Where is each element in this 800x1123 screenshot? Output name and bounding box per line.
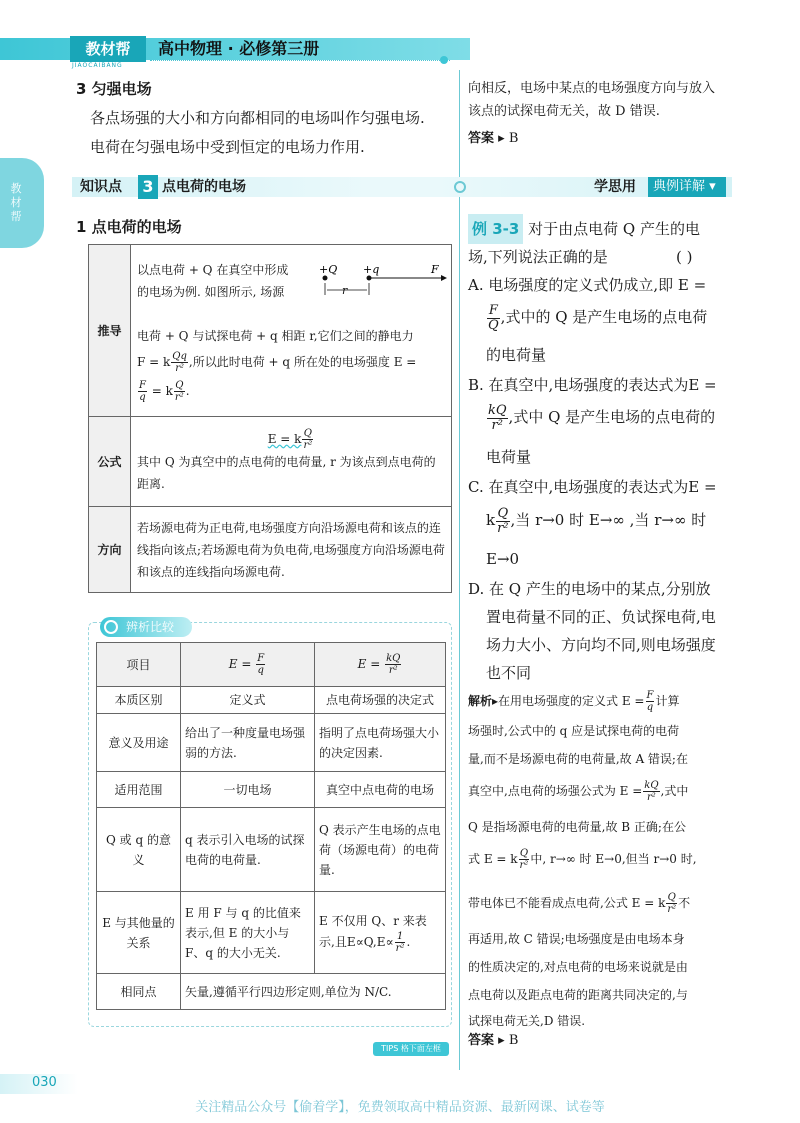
source-charge-dot xyxy=(323,275,328,280)
direction-text: 若场源电荷为正电荷,电场强度方向沿场源电荷和该点的连线指向该点;若场源电荷为负电荷,电场强度方向沿场源电荷和该点的连线指向场源电荷. xyxy=(131,507,452,593)
charge-diagram xyxy=(319,261,451,301)
footer-note: 关注精品公众号【偷着学】，免费领取高中精品资源、最新网课、试卷等 xyxy=(195,1100,605,1115)
analysis-line2: 场强时,公式中的 q 应是试探电荷的电荷 xyxy=(468,724,680,738)
prev-answer xyxy=(468,128,734,150)
table-cell: 一切电场 xyxy=(181,772,315,808)
direction-label: 方向 xyxy=(89,507,131,593)
derive-text3: 电荷 + Q 与试探电荷 + q 相距 r,它们之间的静电力 xyxy=(137,328,414,343)
table-cell: 本质区别 xyxy=(97,687,181,714)
option-b-line1: B. 在真空中,电场强度的表达式为E = xyxy=(468,376,717,394)
section-title: 点电荷的电场 xyxy=(162,179,246,195)
analysis-line10: 点电荷以及距点电荷的距离共同决定的,与 xyxy=(468,988,688,1002)
compare-table xyxy=(96,642,446,1010)
page-number: 030 xyxy=(32,1075,57,1090)
table-cell: Q 表示产生电场的点电荷（场源电荷）的电荷量. xyxy=(315,808,446,892)
derive-formula-line xyxy=(137,351,445,374)
table-row xyxy=(89,507,452,593)
derive-f-mid: ,所以此时电荷 + q 所在处的电场强度 E = xyxy=(188,354,417,369)
option-b-line2: $\frac{kQ}{\text{r²}}$ ,式中 Q 是产生电场的点电荷的 xyxy=(488,402,716,433)
derive-label: 推导 xyxy=(89,245,131,417)
derive-result-line: $\frac{F}{q}$ = k $\frac{Q}{\text{r²}}$ . xyxy=(139,379,190,403)
uniform-field-line2: 电荷在匀强电场中受到恒定的电场力作用. xyxy=(90,138,365,156)
answer-label: 答案 xyxy=(468,131,495,146)
diagram-Q-label: +Q xyxy=(319,262,338,276)
analysis-line5: Q 是指场源电荷的电荷量,故 B 正确;在公 xyxy=(468,820,686,834)
section-number: 3 xyxy=(138,175,158,199)
fraction-Qq-r2: $\frac{Qq}{\text{r²}}$ xyxy=(172,350,187,374)
table-cell: q 表示引入电场的试探电荷的电荷量. xyxy=(181,808,315,892)
fraction-F-q: $\frac{F}{q}$ xyxy=(139,379,146,403)
table-row xyxy=(97,714,446,772)
option-d-line4: 也不同 xyxy=(486,664,532,682)
fraction-Q-r2: $\frac{Q}{\text{r²}}$ xyxy=(174,379,184,403)
table-cell: 给出了一种度量电场强弱的方法. xyxy=(181,714,315,772)
analysis-line11: 试探电荷无关,D 错误. xyxy=(468,1014,586,1028)
compare-header-point: E = $\frac{kQ}{\text{r²}}$ xyxy=(315,643,446,687)
analysis-line9: 的性质决定的,对点电荷的电场来说就是由 xyxy=(468,960,688,974)
section-right-tag: 典例详解 ▾ xyxy=(648,177,726,197)
header-badge-sub: JIAOCAIBANG xyxy=(72,62,123,69)
table-cell: E 用 F 与 q 的比值来表示,但 E 的大小与 F、q 的大小无关. xyxy=(181,892,315,974)
option-a-line2: $\frac{F}{Q}$ ,式中的 Q 是产生电场的点电荷 xyxy=(488,302,708,333)
table-cell: E 不仅用 Q、r 来表示,且E∝Q,E∝ $\frac{1}{\text{r²}}$ . xyxy=(315,892,446,974)
derive-text1: 以点电荷 + Q 在真空中形成 xyxy=(137,262,289,277)
option-c-line3: E→0 xyxy=(486,550,520,568)
analysis-line6: 式 E = k $\frac{Q}{\text{r²}}$ 中, r→∞ 时 E→0,但当 r→0 时, xyxy=(468,848,697,871)
point-charge-table xyxy=(88,244,452,593)
uniform-field-heading: 3 匀强电场 xyxy=(76,80,152,98)
option-d-line2: 置电荷量不同的正、负试探电荷,电 xyxy=(486,608,716,626)
point-charge-heading: 1 点电荷的电场 xyxy=(76,218,182,236)
diagram-q-label: +q xyxy=(363,262,380,276)
derive-text2: 的电场为例. 如图所示, 场源 xyxy=(137,284,285,299)
analysis-line7: 带电体已不能看成点电荷,公式 E = k $\frac{Q}{\text{r²}}$ 不 xyxy=(468,892,691,915)
column-divider xyxy=(459,70,460,1070)
derive-eq-end: . xyxy=(185,383,190,398)
lightbulb-icon xyxy=(104,620,118,634)
diagram-r-label: r xyxy=(342,283,348,297)
answer-value: B xyxy=(508,1033,519,1048)
tips-badge: TIPS 格下面左框 xyxy=(373,1042,449,1056)
formula-cell xyxy=(131,417,452,507)
derive-cell xyxy=(131,245,452,417)
derive-f-prefix: F = k xyxy=(137,354,171,369)
analysis-line4: 真空中,点电荷的场强公式为 E = $\frac{kQ}{\text{r²}}$ ,式中 xyxy=(468,780,689,803)
table-cell: Q 或 q 的意义 xyxy=(97,808,181,892)
diagram-F-label: F xyxy=(431,262,439,276)
table-row xyxy=(89,245,452,417)
table-row xyxy=(97,772,446,808)
section-label: 知识点 xyxy=(80,179,122,195)
table-cell: 点电荷场强的决定式 xyxy=(315,687,446,714)
answer-value: B xyxy=(508,131,519,146)
answer-paren: ( ) xyxy=(676,248,693,266)
compare-tag: 辨析比较 xyxy=(100,617,192,637)
header-dot-icon xyxy=(440,56,448,64)
side-tab-label: 教材帮 xyxy=(10,182,22,223)
table-cell: 矢量,遵循平行四边形定则,单位为 N/C. xyxy=(181,974,446,1010)
play-icon: ▸ xyxy=(494,1033,505,1048)
answer-label: 答案 xyxy=(468,1033,495,1048)
example-stem-line2: 场,下列说法正确的是 ( ) xyxy=(468,242,734,272)
option-c-line1: C. 在真空中,电场强度的表达式为E = xyxy=(468,478,717,496)
header-badge: 教材帮 xyxy=(70,36,146,62)
uniform-field-line1: 各点场强的大小和方向都相同的电场叫作匀强电场. xyxy=(90,109,425,127)
table-cell: 定义式 xyxy=(181,687,315,714)
option-a-line3: 的电荷量 xyxy=(486,346,547,364)
table-row xyxy=(89,417,452,507)
book-title: 高中物理 · 必修第三册 xyxy=(158,39,320,58)
table-row xyxy=(97,892,446,974)
example-tag: 例 3-3 xyxy=(468,214,523,244)
fraction-Q-r2: $\frac{Q}{\text{r²}}$ xyxy=(303,428,313,451)
play-icon: ▸ xyxy=(494,131,505,146)
option-a-line1: A. 电场强度的定义式仍成立,即 E = xyxy=(468,276,707,294)
section-right-label: 学思用 xyxy=(594,179,636,195)
table-cell: E 与其他量的关系 xyxy=(97,892,181,974)
analysis-line8: 再适用,故 C 错误;电场强度是由电场本身 xyxy=(468,932,685,946)
table-cell: 真空中点电荷的电场 xyxy=(315,772,446,808)
compare-header-item: 项目 xyxy=(97,643,181,687)
formula-description: 其中 Q 为真空中的点电荷的电荷量, r 为该点到点电荷的距离. xyxy=(137,455,436,491)
table-row xyxy=(97,974,446,1010)
table-row xyxy=(97,643,446,687)
header-divider xyxy=(150,60,450,61)
table-cell: 意义及用途 xyxy=(97,714,181,772)
example-stem-line1: 例 3-3 对于由点电荷 Q 产生的电 xyxy=(468,214,734,244)
formula-label: 公式 xyxy=(89,417,131,507)
table-row xyxy=(97,808,446,892)
analysis-line1: 解析▸在用电场强度的定义式 E = $\frac{F}{q}$ 计算 xyxy=(468,690,680,713)
force-arrowhead xyxy=(441,275,447,281)
analysis-line3: 量,而不是场源电荷的电荷量,故 A 错误;在 xyxy=(468,752,688,766)
formula-main: E = k $\frac{Q}{\text{r²}}$ xyxy=(267,428,313,451)
table-cell: 指明了点电荷场强大小的决定因素. xyxy=(315,714,446,772)
option-d-line3: 场力大小、方向均不同,则电场强度 xyxy=(486,636,716,654)
compare-header-def: E = $\frac{F}{q}$ xyxy=(181,643,315,687)
section-center-icon xyxy=(454,181,466,193)
analysis-answer xyxy=(468,1030,734,1052)
option-b-line3: 电荷量 xyxy=(486,448,532,466)
table-cell: 相同点 xyxy=(97,974,181,1010)
play-icon: ▸ xyxy=(492,694,499,708)
table-cell: 适用范围 xyxy=(97,772,181,808)
prev-continuation-line2: 该点的试探电荷无关，故 D 错误. xyxy=(468,104,660,119)
prev-continuation-line1: 向相反，电场中某点的电场强度方向与放入 xyxy=(468,81,716,96)
table-row xyxy=(97,687,446,714)
option-c-line2: k $\frac{Q}{\text{r²}}$ ,当 r→0 时 E→∞ ,当 r→∞ 时 xyxy=(486,505,707,536)
analysis-label: 解析 xyxy=(468,694,493,708)
option-d-line1: D. 在 Q 产生的电场中的某点,分别放 xyxy=(468,580,711,598)
